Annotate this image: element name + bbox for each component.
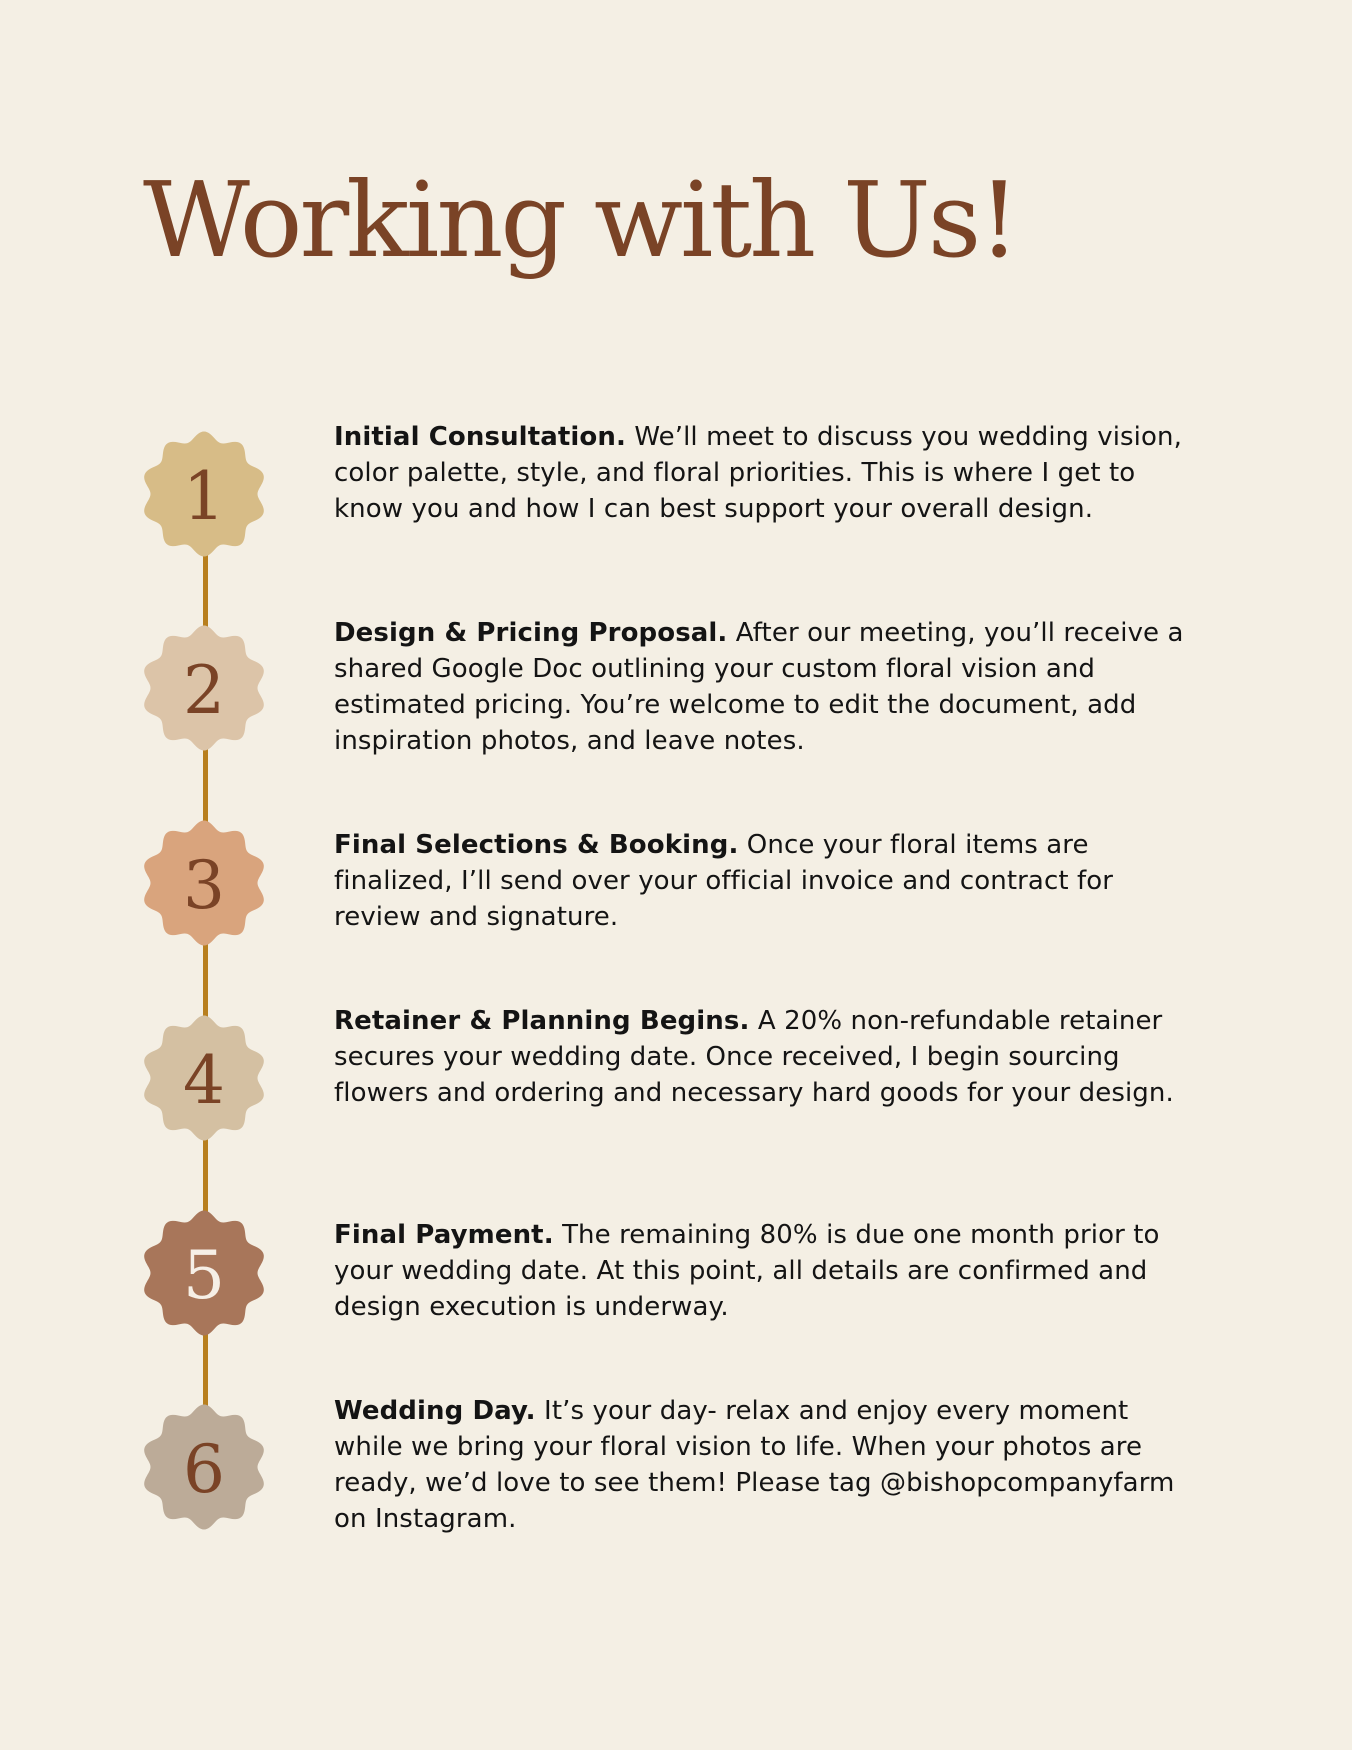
step-badge-4: [140, 1014, 268, 1142]
step-description: [334, 827, 1204, 935]
step-description: [334, 1393, 1204, 1537]
step-heading: Final Selections & Booking.: [334, 830, 739, 860]
step-heading: Final Payment.: [334, 1220, 554, 1250]
step-number: 2: [183, 652, 225, 729]
step-heading: Wedding Day.: [334, 1396, 536, 1426]
step-number: 4: [183, 1042, 225, 1119]
step-heading: Design & Pricing Proposal.: [334, 618, 728, 648]
step-description: [334, 419, 1204, 527]
step-number: 5: [183, 1237, 225, 1314]
step-badge-2: [140, 624, 268, 752]
step-badge-6: [140, 1403, 268, 1531]
page-title: Working with Us!: [143, 159, 1017, 281]
step-body: The remaining 80% is due one month prior to your wedding date. At this point, all details are confirmed and design execution is underway.: [334, 1220, 1160, 1322]
step-heading: Retainer & Planning Begins.: [334, 1006, 750, 1036]
step-description: [334, 615, 1204, 759]
step-number: 3: [183, 847, 225, 924]
step-heading: Initial Consultation.: [334, 422, 626, 452]
step-body: After our meeting, you’ll receive a shared Google Doc outlining your custom floral vision and estimated pricing. You’re welcome to edit the document, add inspiration photos, and leave notes.: [334, 618, 1184, 756]
step-body: A 20% non-refundable retainer secures your wedding date. Once received, I begin sourcing flowers and ordering and necessary hard goods for your design.: [334, 1006, 1174, 1108]
step-badge-3: [140, 819, 268, 947]
step-badge-5: [140, 1209, 268, 1337]
step-description: [334, 1217, 1204, 1325]
step-body: It’s your day- relax and enjoy every moment while we bring your floral vision to life. When your photos are ready, we’d love to see them! Please tag @bishopcompanyfarm on Instagram.: [334, 1396, 1175, 1534]
step-body: Once your floral items are finalized, I’ll send over your official invoice and contract for review and signature.: [334, 830, 1114, 932]
step-badge-1: [140, 430, 268, 558]
step-number: 6: [183, 1431, 225, 1508]
step-description: [334, 1003, 1204, 1111]
step-number: 1: [183, 458, 225, 535]
step-body: We’ll meet to discuss you wedding vision, color palette, style, and floral priorities. This is where I get to know you and how I can best support your overall design.: [334, 422, 1182, 524]
